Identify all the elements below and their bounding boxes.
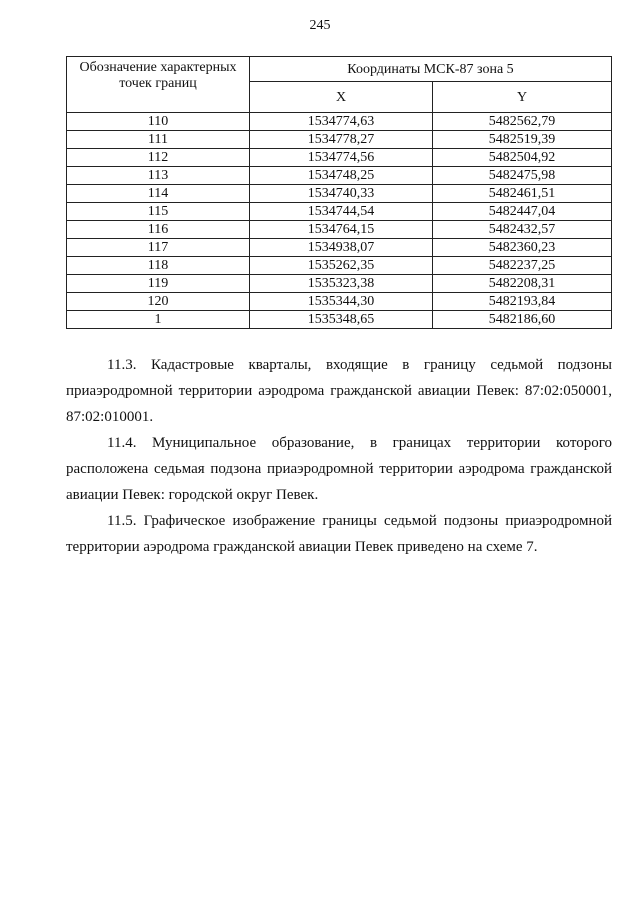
x-cell: 1534938,07 bbox=[250, 239, 433, 257]
x-cell: 1534740,33 bbox=[250, 185, 433, 203]
x-cell: 1534778,27 bbox=[250, 131, 433, 149]
point-cell: 120 bbox=[67, 293, 250, 311]
x-cell: 1535323,38 bbox=[250, 275, 433, 293]
x-cell: 1535348,65 bbox=[250, 311, 433, 329]
table-row bbox=[67, 185, 612, 203]
header-x: X bbox=[250, 82, 433, 113]
point-cell: 114 bbox=[67, 185, 250, 203]
paragraph-municipality: 11.4. Муниципальное образование, в границах территории которого расположена седьмая подзона приаэродромной территории аэродрома гражданской авиации Певек: городской округ Певек. bbox=[66, 435, 612, 503]
header-y: Y bbox=[433, 82, 612, 113]
point-cell: 112 bbox=[67, 149, 250, 167]
y-cell: 5482504,92 bbox=[433, 149, 612, 167]
header-coordinates: Координаты МСК-87 зона 5 bbox=[250, 57, 612, 82]
point-cell: 1 bbox=[67, 311, 250, 329]
y-cell: 5482461,51 bbox=[433, 185, 612, 203]
table-row bbox=[67, 275, 612, 293]
x-cell: 1535344,30 bbox=[250, 293, 433, 311]
y-cell: 5482432,57 bbox=[433, 221, 612, 239]
x-cell: 1534774,63 bbox=[250, 113, 433, 131]
point-cell: 116 bbox=[67, 221, 250, 239]
x-cell: 1534774,56 bbox=[250, 149, 433, 167]
y-cell: 5482562,79 bbox=[433, 113, 612, 131]
point-cell: 113 bbox=[67, 167, 250, 185]
paragraph-graphic-image: 11.5. Графическое изображение границы седьмой подзоны приаэродромной территории аэродрома гражданской авиации Певек приведено на схеме 7. bbox=[66, 513, 612, 555]
header-point-designation: Обозначение характерных точек границ bbox=[67, 57, 250, 113]
y-cell: 5482208,31 bbox=[433, 275, 612, 293]
table-row bbox=[67, 149, 612, 167]
y-cell: 5482237,25 bbox=[433, 257, 612, 275]
y-cell: 5482360,23 bbox=[433, 239, 612, 257]
table-body bbox=[67, 113, 612, 329]
y-cell: 5482447,04 bbox=[433, 203, 612, 221]
y-cell: 5482519,39 bbox=[433, 131, 612, 149]
point-cell: 110 bbox=[67, 113, 250, 131]
table-row bbox=[67, 257, 612, 275]
table-row bbox=[67, 221, 612, 239]
point-cell: 115 bbox=[67, 203, 250, 221]
table-header bbox=[67, 57, 612, 113]
table-row bbox=[67, 167, 612, 185]
point-cell: 119 bbox=[67, 275, 250, 293]
paragraph-cadastral-quarters: 11.3. Кадастровые кварталы, входящие в границу седьмой подзоны приаэродромной территории аэродрома гражданской авиации Певек: 87:02:050001, 87:02:010001. bbox=[66, 357, 612, 425]
point-cell: 117 bbox=[67, 239, 250, 257]
table-row bbox=[67, 293, 612, 311]
x-cell: 1534748,25 bbox=[250, 167, 433, 185]
point-cell: 118 bbox=[67, 257, 250, 275]
table-row bbox=[67, 239, 612, 257]
x-cell: 1534744,54 bbox=[250, 203, 433, 221]
x-cell: 1535262,35 bbox=[250, 257, 433, 275]
x-cell: 1534764,15 bbox=[250, 221, 433, 239]
table-row bbox=[67, 311, 612, 329]
table-header-row bbox=[67, 57, 612, 82]
y-cell: 5482193,84 bbox=[433, 293, 612, 311]
point-cell: 111 bbox=[67, 131, 250, 149]
page-number: 245 bbox=[309, 18, 331, 33]
table-row bbox=[67, 131, 612, 149]
coordinates-table bbox=[66, 56, 612, 329]
table-row bbox=[67, 203, 612, 221]
y-cell: 5482186,60 bbox=[433, 311, 612, 329]
table-row bbox=[67, 113, 612, 131]
y-cell: 5482475,98 bbox=[433, 167, 612, 185]
